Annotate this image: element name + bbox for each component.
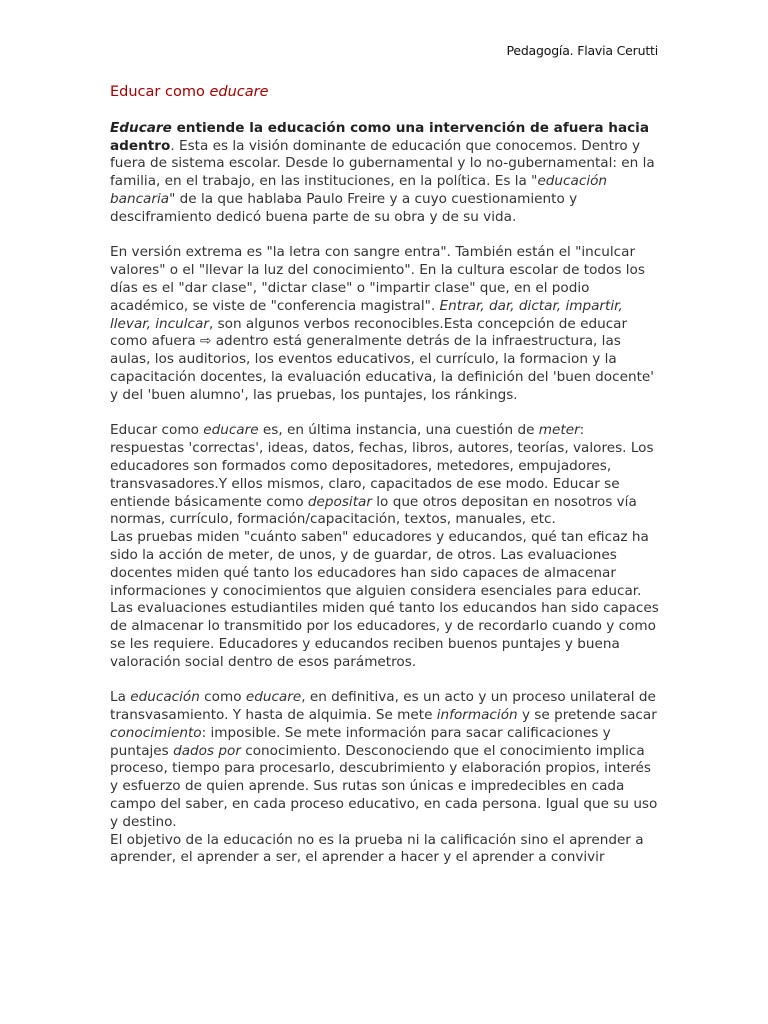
- document-title: [110, 84, 662, 102]
- p5-italic-3: información: [436, 707, 518, 724]
- paragraph-1: [110, 120, 662, 227]
- p5-text-2: como: [199, 689, 246, 706]
- p1-bold: entiende la educación como una intervención de afuera hacia adentro: [110, 119, 650, 154]
- p5-italic-2: educare: [245, 689, 302, 706]
- p1-bold-italic: Educare: [110, 119, 172, 136]
- p3-italic-1: educare: [203, 422, 259, 439]
- page-header-author: Pedagogía. Flavia Cerutti: [506, 43, 658, 58]
- title-italic: educare: [209, 84, 269, 100]
- p5-text-6: conocimiento. Desconociendo que el conocimiento implica proceso, tiempo para procesarlo, descubrimiento y elaboración propios, interés y esfuerzo de quien aprende. Sus rutas son únicas e impredecibles en cada campo del saber, en cada proceso educativo, en cada persona. Igual que su uso y destino.: [110, 742, 658, 830]
- p2-text-2: , son algunos verbos reconocibles.Esta concepción de educar como afuera ⇨ adentro está generalmente detrás de la infraestructura, las aulas, los auditorios, los eventos educativos, el currículo, la formacion y la capacitación docentes, la evaluación educativa, la definición del 'buen docente' y del 'buen alumno', las pruebas, los puntajes, los ránkings.: [110, 315, 655, 403]
- p5-italic-1: educación: [130, 689, 200, 706]
- paragraph-3: [110, 422, 662, 529]
- paragraph-4: Las pruebas miden "cuánto saben" educadores y educandos, qué tan eficaz ha sido la acción de meter, de unos, y de guardar, de otros. Las evaluaciones docentes miden qué tanto los educadores han sido capaces de almacenar informaciones y conocimientos que alguien considera esenciales para educar. Las evaluaciones estudiantiles miden qué tanto los educandos han sido capaces de almacenar lo transmitido por los educadores, y de recordarlo cuando y como se les requiere. Educadores y educandos reciben buenos puntajes y buena valoración social dentro de esos parámetros.: [110, 529, 659, 670]
- p3-italic-3: depositar: [307, 493, 372, 510]
- document-body: [110, 84, 662, 885]
- p3-text-1: Educar como: [110, 422, 204, 439]
- title-prefix: Educar como: [110, 84, 210, 100]
- p2-text-1: En versión extrema es "la letra con sangre entra". También están el "inculcar valores" o el "llevar la luz del conocimiento". En la cultura escolar de todos los días es el "dar clase", "dictar clase" o "impartir clase" que, en el podio académico, se viste de "conferencia magistral".: [110, 244, 645, 314]
- p3-italic-2: meter: [538, 422, 580, 439]
- p1-text-1: . Esta es la visión dominante de educación que conocemos. Dentro y fuera de sistema escolar. Desde lo gubernamental y lo no-gubernamental: en la familia, en el trabajo, en las instituciones, en la política. Es la ": [110, 137, 655, 190]
- p1-italic-1: educación bancaria: [110, 173, 608, 207]
- p5-italic-4: conocimiento: [110, 724, 202, 741]
- p3-text-3: : respuestas 'correctas', ideas, datos, fechas, libros, autores, teorías, valores. Los educadores son formados como depositadores, metedores, empujadores, transvasadores.Y ellos mismos, claro, capacitados de ese modo. Educar se entiende básicamente como: [110, 422, 654, 510]
- p5-text-1: La: [110, 689, 131, 706]
- p3-text-4: lo que otros depositan en nosotros vía normas, currículo, formación/capacitación, textos, manuales, etc.: [110, 493, 637, 528]
- paragraph-5: [110, 689, 662, 831]
- p3-text-2: es, en última instancia, una cuestión de: [258, 422, 539, 439]
- paragraph-6: El objetivo de la educación no es la prueba ni la calificación sino el aprender a aprender, el aprender a ser, el aprender a hacer y el aprender a convivir: [110, 831, 644, 866]
- p5-text-3: , en definitiva, es un acto y un proceso unilateral de transvasamiento. Y hasta de alquimia. Se mete: [110, 689, 656, 724]
- p5-text-5: : imposible. Se mete información para sacar calificaciones y puntajes: [110, 724, 611, 759]
- p2-italic-1: Entrar, dar, dictar, impartir, llevar, inculcar: [110, 297, 623, 332]
- p1-text-2: " de la que hablaba Paulo Freire y a cuyo cuestionamiento y desciframiento dedicó buena parte de su obra y de su vida.: [110, 190, 578, 225]
- paragraph-2: [110, 244, 662, 404]
- p5-text-4: y se pretende sacar: [517, 707, 657, 724]
- p5-italic-5: dados por: [173, 742, 241, 759]
